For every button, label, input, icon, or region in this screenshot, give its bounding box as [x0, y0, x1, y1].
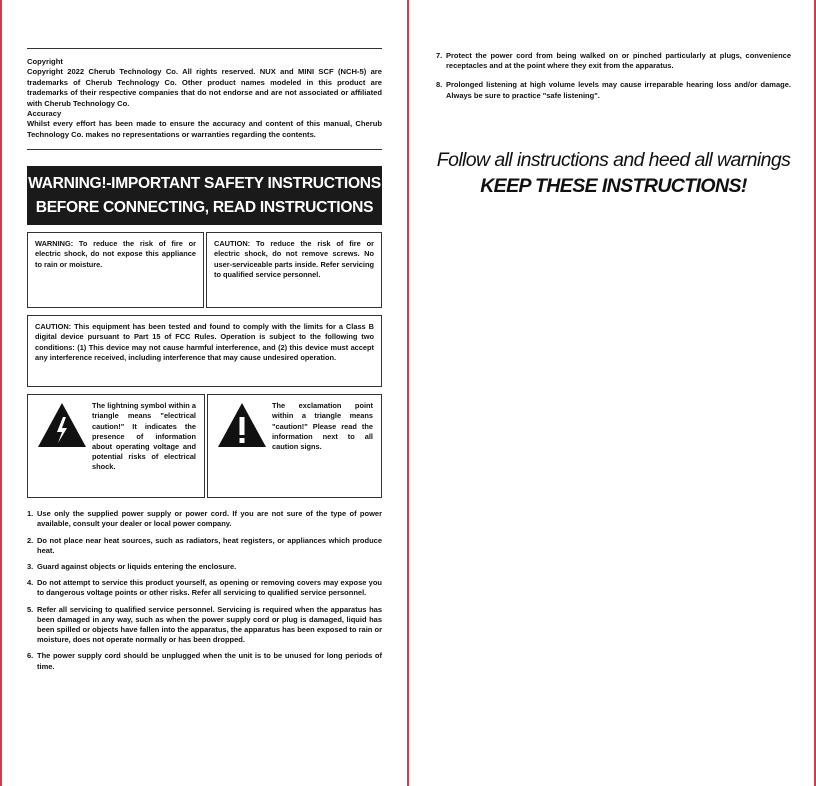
- right-page: [436, 51, 791, 199]
- warning-box: WARNING: To reduce the risk of fire or electric shock, do not expose this appliance to rain or moisture.: [27, 232, 204, 308]
- accuracy-text: Whilst every effort has been made to ensure the accuracy and content of this manual, Cherub Technology Co. makes no representations or warranties regarding the contents.: [27, 119, 382, 139]
- mid-rule: [27, 149, 382, 150]
- copyright-text: Copyright 2022 Cherub Technology Co. All rights reserved. NUX and MINI SCF (NCH-5) are trademarks of Cherub Technology Co. Other product names modeled in this product are trademarks of their respective companies that do not endorse and are not associated or affiliated with Cherub Technology Co.: [27, 67, 382, 108]
- exclamation-text: The exclamation point within a triangle means "caution!" Please read the information next to all caution signs.: [272, 401, 373, 452]
- banner-line-2: BEFORE CONNECTING, READ INSTRUCTIONS: [35, 199, 374, 217]
- list-item: 3. Guard against objects or liquids entering the enclosure.: [27, 562, 237, 572]
- list-item: 5. Refer all servicing to qualified service personnel. Servicing is required when the apparatus has been damaged in any way, such as when the power supply cord or plug is damaged, liquid has been spilled or objects have fallen into the apparatus, the apparatus has been exposed to rain or moisture, does not operate normally or has been dropped.: [27, 604, 382, 645]
- list-item: 8. Prolonged listening at high volume levels may cause irreparable hearing loss and/or damage. Always be sure to practice "safe listening".: [436, 80, 791, 100]
- list-item: 1. Use only the supplied power supply or power cord. If you are not sure of the type of power available, consult your dealer or local power company.: [27, 509, 382, 529]
- fcc-caution-box: CAUTION: This equipment has been tested and found to comply with the limits for a Class B digital device pursuant to Part 15 of FCC Rules. Operation is subject to the following two conditions: (1) This device may not cause harmful interference, and (2) this device must accept any interference received, including interference that may cause undesired operation.: [27, 315, 382, 387]
- left-page: [27, 48, 382, 678]
- keep-instructions-text: KEEP THESE INSTRUCTIONS!: [480, 174, 747, 197]
- list-item: 7. Protect the power cord from being walked on or pinched particularly at plugs, convenience receptacles and at the point where they exit from the apparatus.: [436, 51, 791, 71]
- instruction-list: [27, 509, 382, 672]
- banner-line-1: WARNING!-IMPORTANT SAFETY INSTRUCTIONS: [28, 175, 381, 193]
- copyright-section: [27, 49, 382, 140]
- exclamation-triangle-icon: [216, 401, 268, 453]
- warning-row: [27, 232, 382, 308]
- instruction-list-continued: [436, 51, 791, 101]
- lightning-box: [27, 394, 205, 498]
- lightning-triangle-icon: [36, 401, 88, 453]
- list-item: 2. Do not place near heat sources, such as radiators, heat registers, or appliances which produce heat.: [27, 535, 382, 555]
- list-item: 6. The power supply cord should be unplugged when the unit is to be unused for long periods of time.: [27, 651, 382, 671]
- page-divider: [407, 0, 409, 786]
- follow-instructions-text: Follow all instructions and heed all warnings: [436, 148, 791, 171]
- caution-box: CAUTION: To reduce the risk of fire or electric shock, do not remove screws. No user-serviceable parts inside. Refer servicing to qualified service personnel.: [206, 232, 382, 308]
- copyright-heading: Copyright: [27, 57, 63, 66]
- exclamation-box: [207, 394, 382, 498]
- accuracy-heading: Accuracy: [27, 109, 62, 119]
- safety-banner: [27, 166, 382, 225]
- list-item: 4. Do not attempt to service this product yourself, as opening or removing covers may expose you to dangerous voltage points or other risks. Refer all servicing to qualified service personnel.: [27, 578, 382, 598]
- page-border-left: [0, 0, 2, 786]
- symbol-row: [27, 394, 382, 498]
- lightning-text: The lightning symbol within a triangle means "electrical caution!" It indicates the presence of information about operating voltage and potential risks of electrical shock.: [92, 401, 196, 472]
